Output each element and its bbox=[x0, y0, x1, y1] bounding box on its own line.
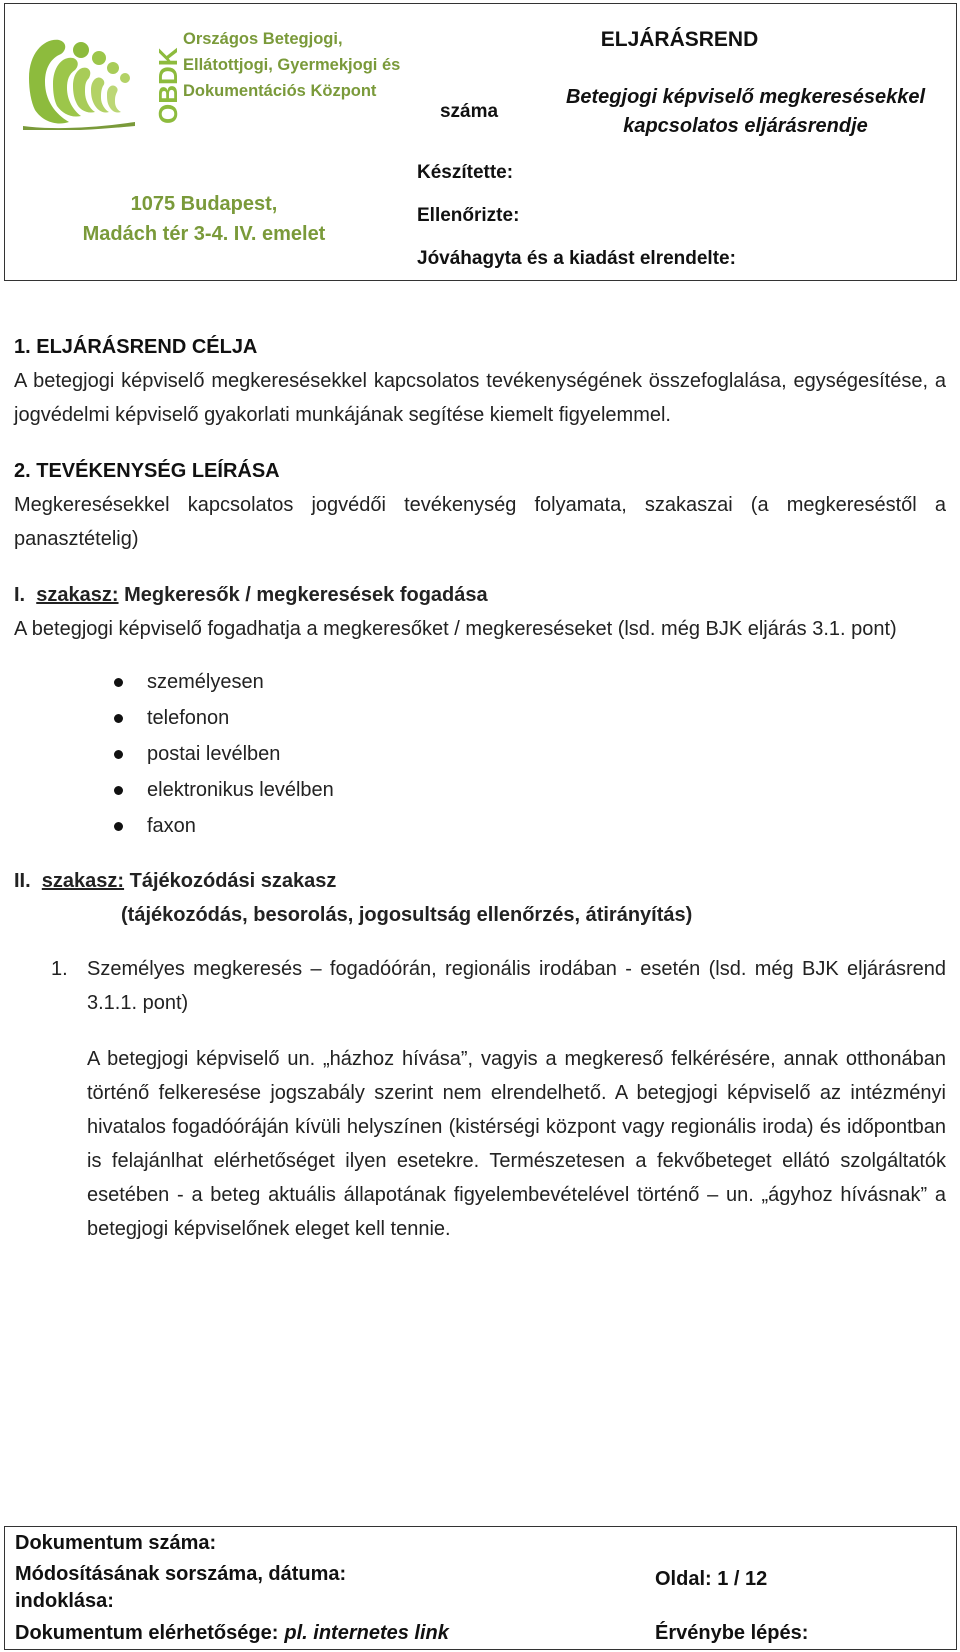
channel-list bbox=[147, 664, 946, 844]
list-item: telefonon bbox=[147, 700, 946, 736]
stage2-roman: II. bbox=[14, 870, 31, 892]
stage2-subtitle: (tájékozódás, besorolás, jogosultság ellenőrzés, átirányítás) bbox=[121, 904, 693, 926]
doc-subject bbox=[535, 72, 956, 151]
reason-label: indoklása: bbox=[15, 1590, 114, 1612]
section1-text: A betegjogi képviselő megkeresésekkel kapcsolatos tevékenységének összefoglalása, egységesítése, a jogvédelmi képviselő gyakorlati munkájának segítése kiemelt figyelemmel. bbox=[14, 370, 946, 426]
address-line-2: Madách tér 3-4. IV. emelet bbox=[82, 222, 326, 245]
logo-line-3: Dokumentációs Központ bbox=[183, 82, 377, 100]
bullet-icon bbox=[114, 786, 123, 795]
stage1-roman: I. bbox=[14, 584, 26, 606]
logo-line-2: Ellátottjogi, Gyermekjogi és bbox=[183, 56, 401, 74]
checked-by: Ellenőrizte: bbox=[417, 204, 520, 226]
numbered-item-1 bbox=[14, 952, 946, 1020]
svg-text:OBDK: OBDK bbox=[153, 47, 183, 124]
obdk-vertical-text bbox=[153, 32, 183, 128]
stage2-heading bbox=[14, 864, 946, 898]
section2-heading: 2. TEVÉKENYSÉG LEÍRÁSA bbox=[14, 460, 280, 482]
subject-line-2: kapcsolatos eljárásrendje bbox=[623, 114, 868, 137]
prepared-by: Készítette: bbox=[417, 161, 514, 183]
list-item: személyesen bbox=[147, 664, 946, 700]
approved-by: Jóváhagyta és a kiadást elrendelte: bbox=[417, 247, 736, 269]
address-line-1: 1075 Budapest, bbox=[130, 192, 278, 215]
footer-effective: Érvénybe lépés: bbox=[655, 1621, 809, 1644]
stage1-title: Megkeresők / megkeresések fogadása bbox=[118, 584, 488, 606]
doc-number-label: száma bbox=[439, 100, 499, 122]
document-footer-table bbox=[4, 1526, 957, 1650]
bullet-icon bbox=[114, 822, 123, 831]
footer-modification bbox=[5, 1559, 645, 1617]
footer-doc-number: Dokumentum száma: bbox=[15, 1531, 217, 1554]
bullet-icon bbox=[114, 678, 123, 687]
logo-cell bbox=[5, 4, 403, 151]
modification-label: Módosításának sorszáma, dátuma: bbox=[15, 1563, 347, 1585]
section2-text: Megkeresésekkel kapcsolatos jogvédői tevékenység folyamata, szakaszai (a megkereséstől a panasztételig) bbox=[14, 494, 946, 550]
stage1-heading bbox=[14, 578, 946, 612]
document-body bbox=[14, 330, 946, 1246]
footer-page-number: Oldal: 1 / 12 bbox=[655, 1568, 768, 1590]
bullet-icon bbox=[114, 714, 123, 723]
item-number: 1. bbox=[51, 958, 68, 980]
footer-availability bbox=[5, 1617, 645, 1649]
list-item: elektronikus levélben bbox=[147, 772, 946, 808]
logo-line-1: Országos Betegjogi, bbox=[183, 30, 343, 48]
obdk-logo-icon bbox=[23, 26, 155, 130]
doc-type-title: ELJÁRÁSREND bbox=[600, 28, 759, 51]
stage1-text: A betegjogi képviselő fogadhatja a megkeresőket / megkereséseket (lsd. még BJK eljárás 3.1. pont) bbox=[14, 618, 897, 640]
subject-line-1: Betegjogi képviselő megkeresésekkel bbox=[565, 85, 926, 108]
address-cell bbox=[5, 151, 403, 280]
availability-link: pl. internetes link bbox=[284, 1621, 449, 1644]
list-item: faxon bbox=[147, 808, 946, 844]
section1-heading: 1. ELJÁRÁSREND CÉLJA bbox=[14, 336, 258, 358]
item1-heading-text: Személyes megkeresés – fogadóórán, regionális irodában - esetén (lsd. még BJK eljárásrend 3.1.1. pont) bbox=[87, 958, 946, 1014]
bullet-icon bbox=[114, 750, 123, 759]
stage2-title: Tájékozódási szakasz bbox=[124, 870, 337, 892]
list-item: postai levélben bbox=[147, 736, 946, 772]
logo-text bbox=[183, 26, 400, 104]
stage2-label: szakasz: bbox=[41, 870, 125, 892]
availability-label: Dokumentum elérhetősége: bbox=[15, 1621, 279, 1644]
document-header-table bbox=[4, 3, 957, 281]
stage1-label: szakasz: bbox=[36, 584, 119, 606]
item1-body: A betegjogi képviselő un. „házhoz hívása”, vagyis a megkereső felkérésére, annak otthonában történő felkeresése jogszabály szerint nem elrendelhető. A betegjogi képviselő az intézményi hivatalos fogadóóráján kívüli helyszínen (kistérségi központ vagy regionális iroda) és időpontban is felajánlhat elérhetőséget ilyen esetekre. Természetesen a fekvőbeteget ellátó szolgáltatók esetében - a beteg aktuális állapotának figyelembevételével történő – un. „ágyhoz hívásnak” a betegjogi képviselőnek eleget kell tennie. bbox=[87, 1048, 946, 1240]
